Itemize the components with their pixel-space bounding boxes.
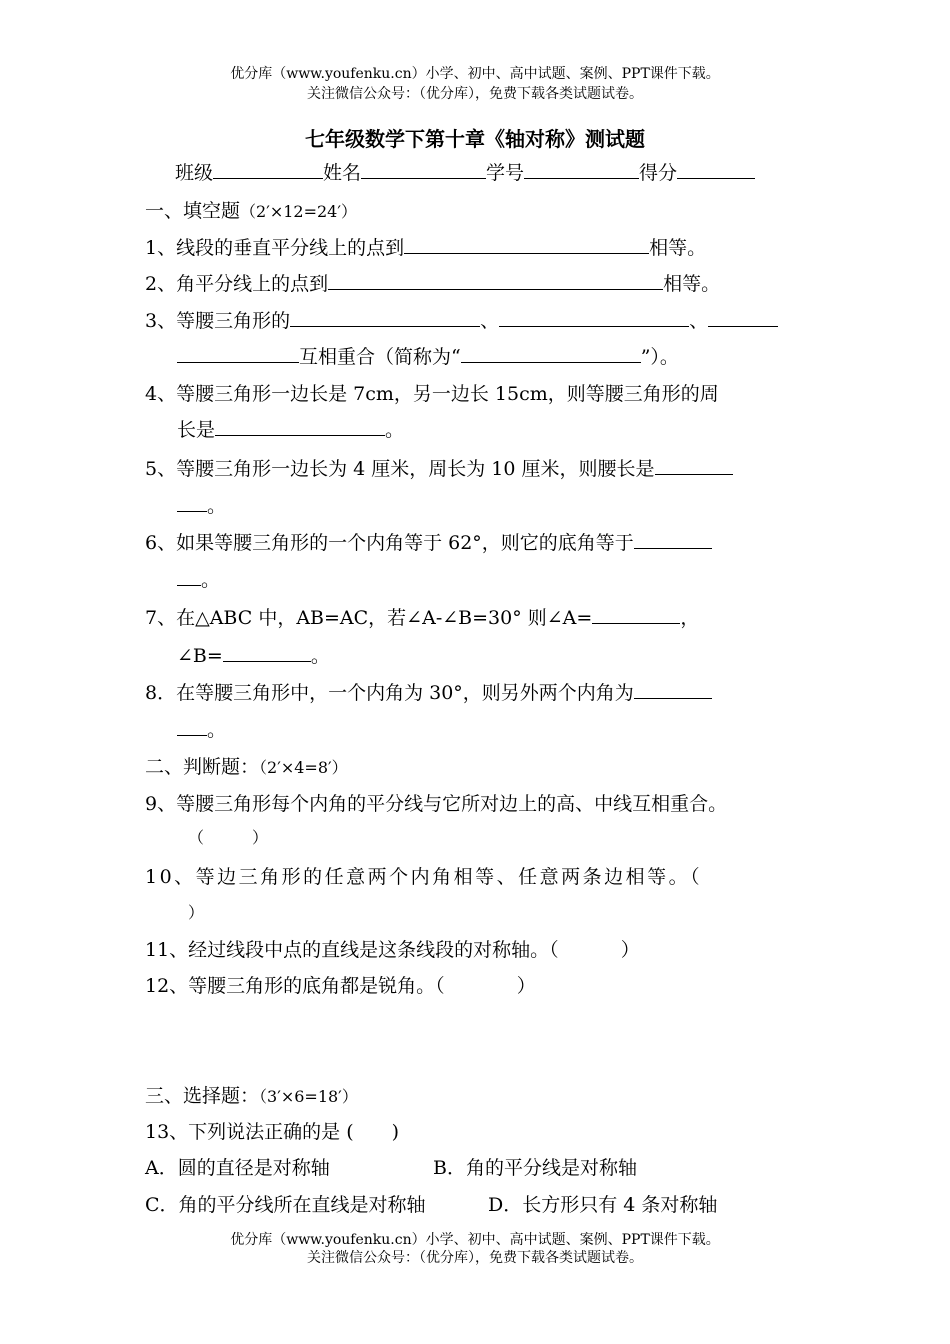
q3-blank-2[interactable]: [499, 308, 689, 327]
q8-blank-b[interactable]: [177, 717, 207, 736]
question-13: 13、下列说法正确的是 ( ): [145, 1121, 400, 1143]
question-7-cont: [177, 643, 330, 669]
q4-text-b: 长是: [177, 419, 216, 441]
q2-end: 相等。: [663, 273, 721, 295]
number-label: 学号: [486, 162, 525, 184]
q9-text: 9、等腰三角形每个内角的平分线与它所对边上的高、中线互相重合。: [145, 793, 728, 815]
q2-text: 2、角平分线上的点到: [145, 273, 329, 295]
section-2-points: （2′×4=8′）: [259, 758, 348, 777]
footer-line-1: 优分库（www.youfenku.cn）小学、初中、高中试题、案例、PPT课件下载。: [230, 1232, 720, 1248]
q3-blank-4[interactable]: [461, 344, 641, 363]
question-6: [145, 530, 712, 556]
class-label: 班级: [175, 162, 214, 184]
q5-end: 。: [207, 495, 227, 517]
q13-option-d[interactable]: D．长方形只有 4 条对称轴: [488, 1194, 718, 1216]
q10-text: 10、等边三角形的任意两个内角相等、任意两条边相等。（: [145, 866, 703, 888]
q13-option-a[interactable]: A．圆的直径是对称轴: [145, 1157, 330, 1179]
q5-blank-b[interactable]: [177, 493, 207, 512]
section-3-title: 三、选择题：: [145, 1085, 260, 1107]
q3-blank-3b[interactable]: [177, 344, 299, 363]
q7-text: 7、在△ABC 中，AB=AC，若∠A-∠B=30° 则∠A=: [145, 607, 593, 629]
number-blank[interactable]: [524, 160, 639, 179]
question-3-cont: [177, 344, 679, 370]
section-2-heading: [145, 754, 348, 781]
q1-end: 相等。: [649, 237, 707, 259]
q9-paren[interactable]: （ ）: [188, 828, 269, 847]
question-11: [145, 937, 640, 963]
footer-line-2: 关注微信公众号：（优分库），免费下载各类试题试卷。: [307, 1250, 643, 1266]
q10-paren-close[interactable]: ）: [188, 903, 205, 922]
q13-option-c[interactable]: C．角的平分线所在直线是对称轴: [145, 1194, 426, 1216]
q8-text: 8．在等腰三角形中，一个内角为 30°，则另外两个内角为: [145, 682, 634, 704]
header-line-2: 关注微信公众号：（优分库），免费下载各类试题试卷。: [307, 86, 643, 102]
q8-blank[interactable]: [634, 680, 712, 699]
q6-text: 6、如果等腰三角形的一个内角等于 62°，则它的底角等于: [145, 532, 634, 554]
q12-text: 12、等腰三角形的底角都是锐角。（: [145, 975, 445, 997]
q8-end: 。: [207, 719, 227, 741]
name-blank[interactable]: [361, 160, 486, 179]
score-blank[interactable]: [677, 160, 755, 179]
q3-end: ”）。: [640, 346, 679, 368]
question-12: [145, 973, 536, 999]
q4-text: 4、等腰三角形一边长是 7cm，另一边长 15cm，则等腰三角形的周: [145, 383, 719, 405]
name-label: 姓名: [323, 162, 362, 184]
q6-end: 。: [201, 569, 221, 591]
q4-blank[interactable]: [215, 417, 385, 436]
q3-sep-2: 、: [689, 310, 709, 332]
section-1-heading: [145, 198, 357, 225]
question-9: [145, 791, 727, 817]
q7-text-b: ∠B=: [177, 645, 223, 667]
student-info-line: [175, 160, 755, 186]
q11-paren-close[interactable]: ）: [620, 939, 640, 961]
q6-blank-b[interactable]: [177, 567, 201, 586]
section-3-points: （3′×6=18′）: [259, 1087, 358, 1106]
page-title: 七年级数学下第十章《轴对称》测试题: [305, 127, 645, 151]
q5-blank[interactable]: [655, 456, 733, 475]
section-2-title: 二、判断题：: [145, 756, 260, 778]
header-line-1: 优分库（www.youfenku.cn）小学、初中、高中试题、案例、PPT课件下载。: [230, 66, 720, 82]
q3-text: 3、等腰三角形的: [145, 310, 291, 332]
question-4-cont: [177, 417, 404, 443]
question-8-cont: [177, 717, 226, 743]
q3-text-b: 互相重合（简称为“: [299, 346, 461, 368]
class-blank[interactable]: [213, 160, 323, 179]
question-5: [145, 456, 733, 482]
q3-blank-1[interactable]: [290, 308, 480, 327]
q11-text: 11、经过线段中点的直线是这条线段的对称轴。（: [145, 939, 559, 961]
q5-text: 5、等腰三角形一边长为 4 厘米，周长为 10 厘米，则腰长是: [145, 458, 655, 480]
question-10: [145, 864, 702, 890]
q7-blank-a[interactable]: [592, 605, 680, 624]
q4-end: 。: [385, 419, 405, 441]
section-1-points: （2′×12=24′）: [240, 202, 357, 221]
question-3: [145, 308, 778, 334]
q3-blank-3[interactable]: [708, 308, 778, 327]
q1-text: 1、线段的垂直平分线上的点到: [145, 237, 405, 259]
question-2: [145, 271, 720, 297]
question-6-cont: [177, 567, 220, 593]
q1-blank[interactable]: [404, 235, 649, 254]
q7-blank-b[interactable]: [223, 643, 311, 662]
question-1: [145, 235, 706, 261]
q6-blank[interactable]: [634, 530, 712, 549]
q2-blank[interactable]: [328, 271, 663, 290]
q7-comma: ，: [680, 607, 700, 629]
q13-option-b[interactable]: B．角的平分线是对称轴: [433, 1157, 637, 1179]
question-5-cont: [177, 493, 226, 519]
section-1-title: 一、填空题: [145, 200, 241, 222]
q7-end: 。: [310, 645, 330, 667]
question-4: [145, 381, 719, 407]
section-3-heading: [145, 1083, 358, 1110]
q12-paren-close[interactable]: ）: [516, 975, 536, 997]
q3-sep-1: 、: [480, 310, 500, 332]
score-label: 得分: [639, 162, 678, 184]
question-7: [145, 605, 699, 631]
question-8: [145, 680, 712, 706]
